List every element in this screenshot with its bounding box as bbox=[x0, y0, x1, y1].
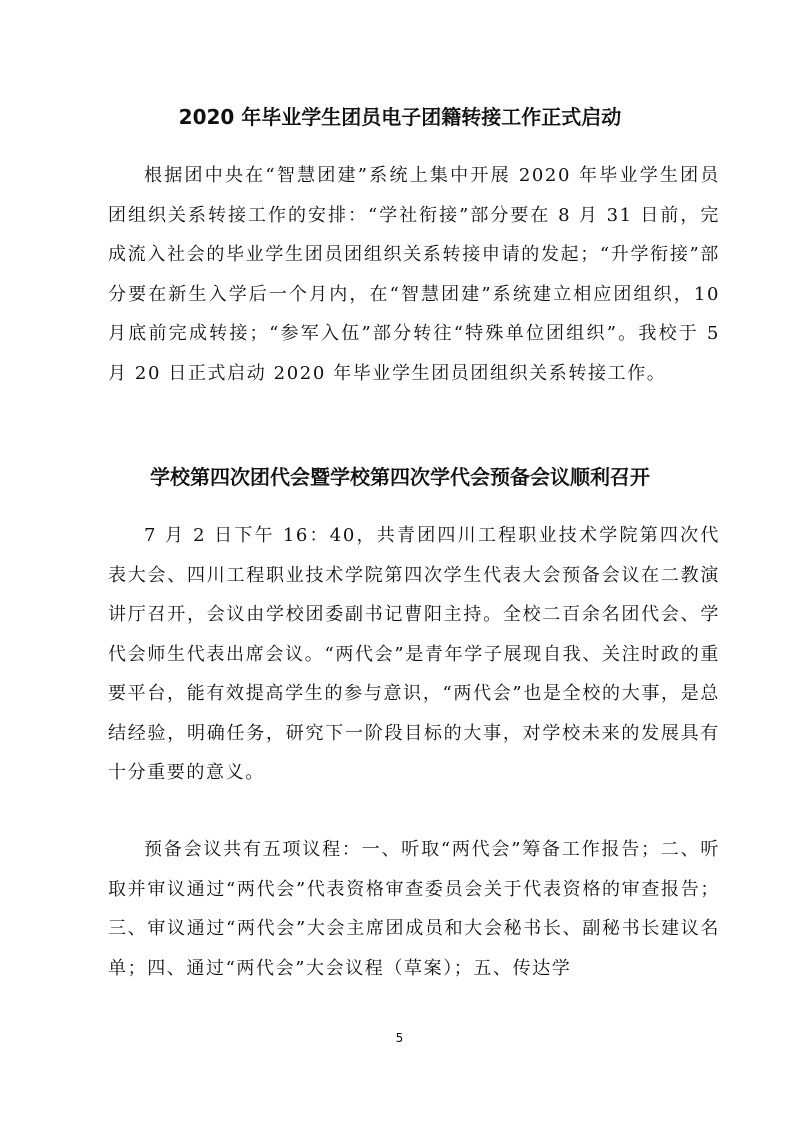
page-number: 5 bbox=[395, 1031, 404, 1045]
paragraph-meeting-agenda: 预备会议共有五项议程：一、听取“两代会”筹备工作报告；二、听取并审议通过“两代会”代表资格审查委员会关于代表资格的审查报告；三、审议通过“两代会”大会主席团成员和大会秘书长、副秘书长建议名单；四、通过“两代会”大会议程（草案）；五、传达学 bbox=[108, 839, 720, 979]
section-title-graduate-transfer: 2020 年毕业学生团员电子团籍转接工作正式启动 bbox=[178, 105, 622, 129]
paragraph-graduate-transfer: 根据团中央在“智慧团建”系统上集中开展 2020 年毕业学生团员团组织关系转接工作的安排：“学社衔接”部分要在 8 月 31 日前，完成流入社会的毕业学生团员团组织关系转接申请的发起；“升学衔接”部分要在新生入学后一个月内，在“智慧团建”系统建立相应团组织，10 月底前完成转接；“参军入伍”部分转往“特殊单位团组织”。我校于 5 月 20 日正式启动 2020 年毕业学生团员团组织关系转接工作。 bbox=[108, 165, 720, 384]
section-title-congress-prep-meeting: 学校第四次团代会暨学校第四次学代会预备会议顺利召开 bbox=[150, 465, 650, 489]
paragraph-meeting-overview: 7 月 2 日下午 16：40，共青团四川工程职业技术学院第四次代表大会、四川工程职业技术学院第四次学生代表大会预备会议在二教演讲厅召开，会议由学校团委副书记曹阳主持。全校二百余名团代会、学代会师生代表出席会议。“两代会”是青年学子展现自我、关注时政的重要平台，能有效提高学生的参与意识，“两代会”也是全校的大事，是总结经验，明确任务，研究下一阶段目标的大事，对学校未来的发展具有十分重要的意义。 bbox=[108, 525, 720, 783]
